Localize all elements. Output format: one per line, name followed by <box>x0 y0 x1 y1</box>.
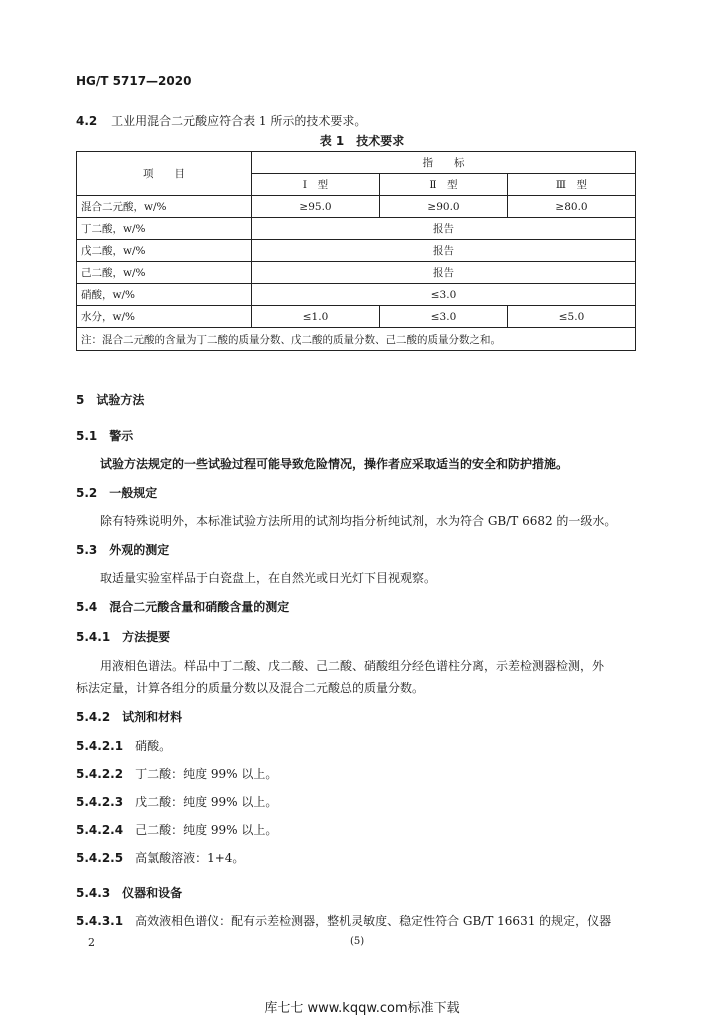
section-title: 警示 <box>109 429 134 443</box>
section-5-2-heading <box>76 484 157 501</box>
section-number: 5.4.3 <box>76 886 111 900</box>
clause-text: 戊二酸：纯度 99% 以上。 <box>135 795 278 809</box>
table-row <box>77 196 636 218</box>
technical-requirements-table <box>76 151 636 351</box>
standard-code: HG/T 5717—2020 <box>76 74 192 88</box>
clause-text: 丁二酸：纯度 99% 以上。 <box>135 767 278 781</box>
section-number: 5 <box>76 393 85 407</box>
row-value: ≥90.0 <box>380 196 508 218</box>
section-5-4-heading <box>76 598 289 615</box>
section-5-4-2-heading <box>76 708 182 725</box>
section-number: 5.3 <box>76 543 98 557</box>
row-value: ≤3.0 <box>252 284 636 306</box>
clause-5-4-2-3 <box>76 793 277 810</box>
row-item: 混合二元酸，w/% <box>77 196 252 218</box>
header-type-3: Ⅲ 型 <box>508 174 636 196</box>
section-title: 外观的测定 <box>109 543 170 557</box>
clause-5-4-2-1 <box>76 737 171 754</box>
section-5-4-1-heading <box>76 628 170 645</box>
clause-5-4-2-5 <box>76 849 244 866</box>
row-value: 报告 <box>252 218 636 240</box>
clause-text: 高氯酸溶液：1+4。 <box>135 851 245 865</box>
section-title: 方法提要 <box>122 630 171 644</box>
row-value: ≥80.0 <box>508 196 636 218</box>
section-title: 混合二元酸含量和硝酸含量的测定 <box>109 600 290 614</box>
row-value: 报告 <box>252 262 636 284</box>
section-number: 5.4.1 <box>76 630 111 644</box>
header-index: 指 标 <box>252 152 636 174</box>
clause-number: 5.4.2.3 <box>76 795 124 809</box>
clause-text: 高效液相色谱仪：配有示差检测器，整机灵敏度、稳定性符合 GB/T 16631 的规定，仪器 <box>135 914 612 928</box>
section-number: 5.4 <box>76 600 98 614</box>
row-item: 硝酸，w/% <box>77 284 252 306</box>
section-5-heading <box>76 391 144 408</box>
section-title: 试剂和材料 <box>122 710 183 724</box>
method-text-line-2: 标法定量，计算各组分的质量分数以及混合二元酸总的质量分数。 <box>76 681 425 695</box>
general-rule-text: 除有特殊说明外，本标准试验方法所用的试剂均指分析纯试剂，水为符合 GB/T 6682 的一级水。 <box>100 514 617 528</box>
clause-text: 己二酸：纯度 99% 以上。 <box>135 823 278 837</box>
table-row <box>77 240 636 262</box>
row-item: 己二酸，w/% <box>77 262 252 284</box>
clause-5-4-2-4 <box>76 821 277 838</box>
row-item: 水分，w/% <box>77 306 252 328</box>
row-value: 报告 <box>252 240 636 262</box>
clause-number: 5.4.3.1 <box>76 914 124 928</box>
clause-number: 5.4.2.1 <box>76 739 124 753</box>
appearance-text: 取适量实验室样品于白瓷盘上，在自然光或日光灯下目视观察。 <box>100 571 437 585</box>
clause-number: 5.4.2.5 <box>76 851 124 865</box>
warning-text: 试验方法规定的一些试验过程可能导致危险情况，操作者应采取适当的安全和防护措施。 <box>100 457 569 471</box>
section-number: 5.2 <box>76 486 98 500</box>
section-number: 5.1 <box>76 429 98 443</box>
source-watermark-text: 库七七 www.kqqw.com标准下载 <box>264 1001 460 1016</box>
table-caption: 表 1 技术要求 <box>319 134 405 148</box>
method-text-line-1: 用液相色谱法。样品中丁二酸、戊二酸、己二酸、硝酸组分经色谱柱分离，示差检测器检测，外 <box>100 659 605 673</box>
row-value: ≥95.0 <box>252 196 380 218</box>
section-title: 仪器和设备 <box>122 886 183 900</box>
page-mark: (5) <box>350 936 365 947</box>
header-item: 项 目 <box>77 152 252 196</box>
row-value: ≤3.0 <box>380 306 508 328</box>
section-title: 试验方法 <box>96 393 145 407</box>
clause-5-4-3-1 <box>76 912 611 929</box>
section-5-4-3-heading <box>76 884 182 901</box>
clause-text: 工业用混合二元酸应符合表 1 所示的技术要求。 <box>111 114 367 128</box>
section-title: 一般规定 <box>109 486 158 500</box>
clause-number: 5.4.2.2 <box>76 767 124 781</box>
header-type-2: Ⅱ 型 <box>380 174 508 196</box>
page-number: 2 <box>88 936 95 949</box>
clause-number: 5.4.2.4 <box>76 823 124 837</box>
table-row <box>77 218 636 240</box>
clause-4-2 <box>76 112 366 129</box>
section-5-1-heading <box>76 427 133 444</box>
row-item: 戊二酸，w/% <box>77 240 252 262</box>
table-note-row <box>77 328 636 351</box>
table-row <box>77 262 636 284</box>
section-number: 5.4.2 <box>76 710 111 724</box>
section-5-3-heading <box>76 541 169 558</box>
row-value: ≤1.0 <box>252 306 380 328</box>
clause-number: 4.2 <box>76 114 98 128</box>
table-row <box>77 306 636 328</box>
header-type-1: Ⅰ 型 <box>252 174 380 196</box>
table-note: 注：混合二元酸的含量为丁二酸的质量分数、戊二酸的质量分数、己二酸的质量分数之和。 <box>77 328 636 351</box>
table-header-row <box>77 152 636 174</box>
row-item: 丁二酸，w/% <box>77 218 252 240</box>
table-row <box>77 284 636 306</box>
row-value: ≤5.0 <box>508 306 636 328</box>
clause-5-4-2-2 <box>76 765 277 782</box>
clause-text: 硝酸。 <box>135 739 172 753</box>
